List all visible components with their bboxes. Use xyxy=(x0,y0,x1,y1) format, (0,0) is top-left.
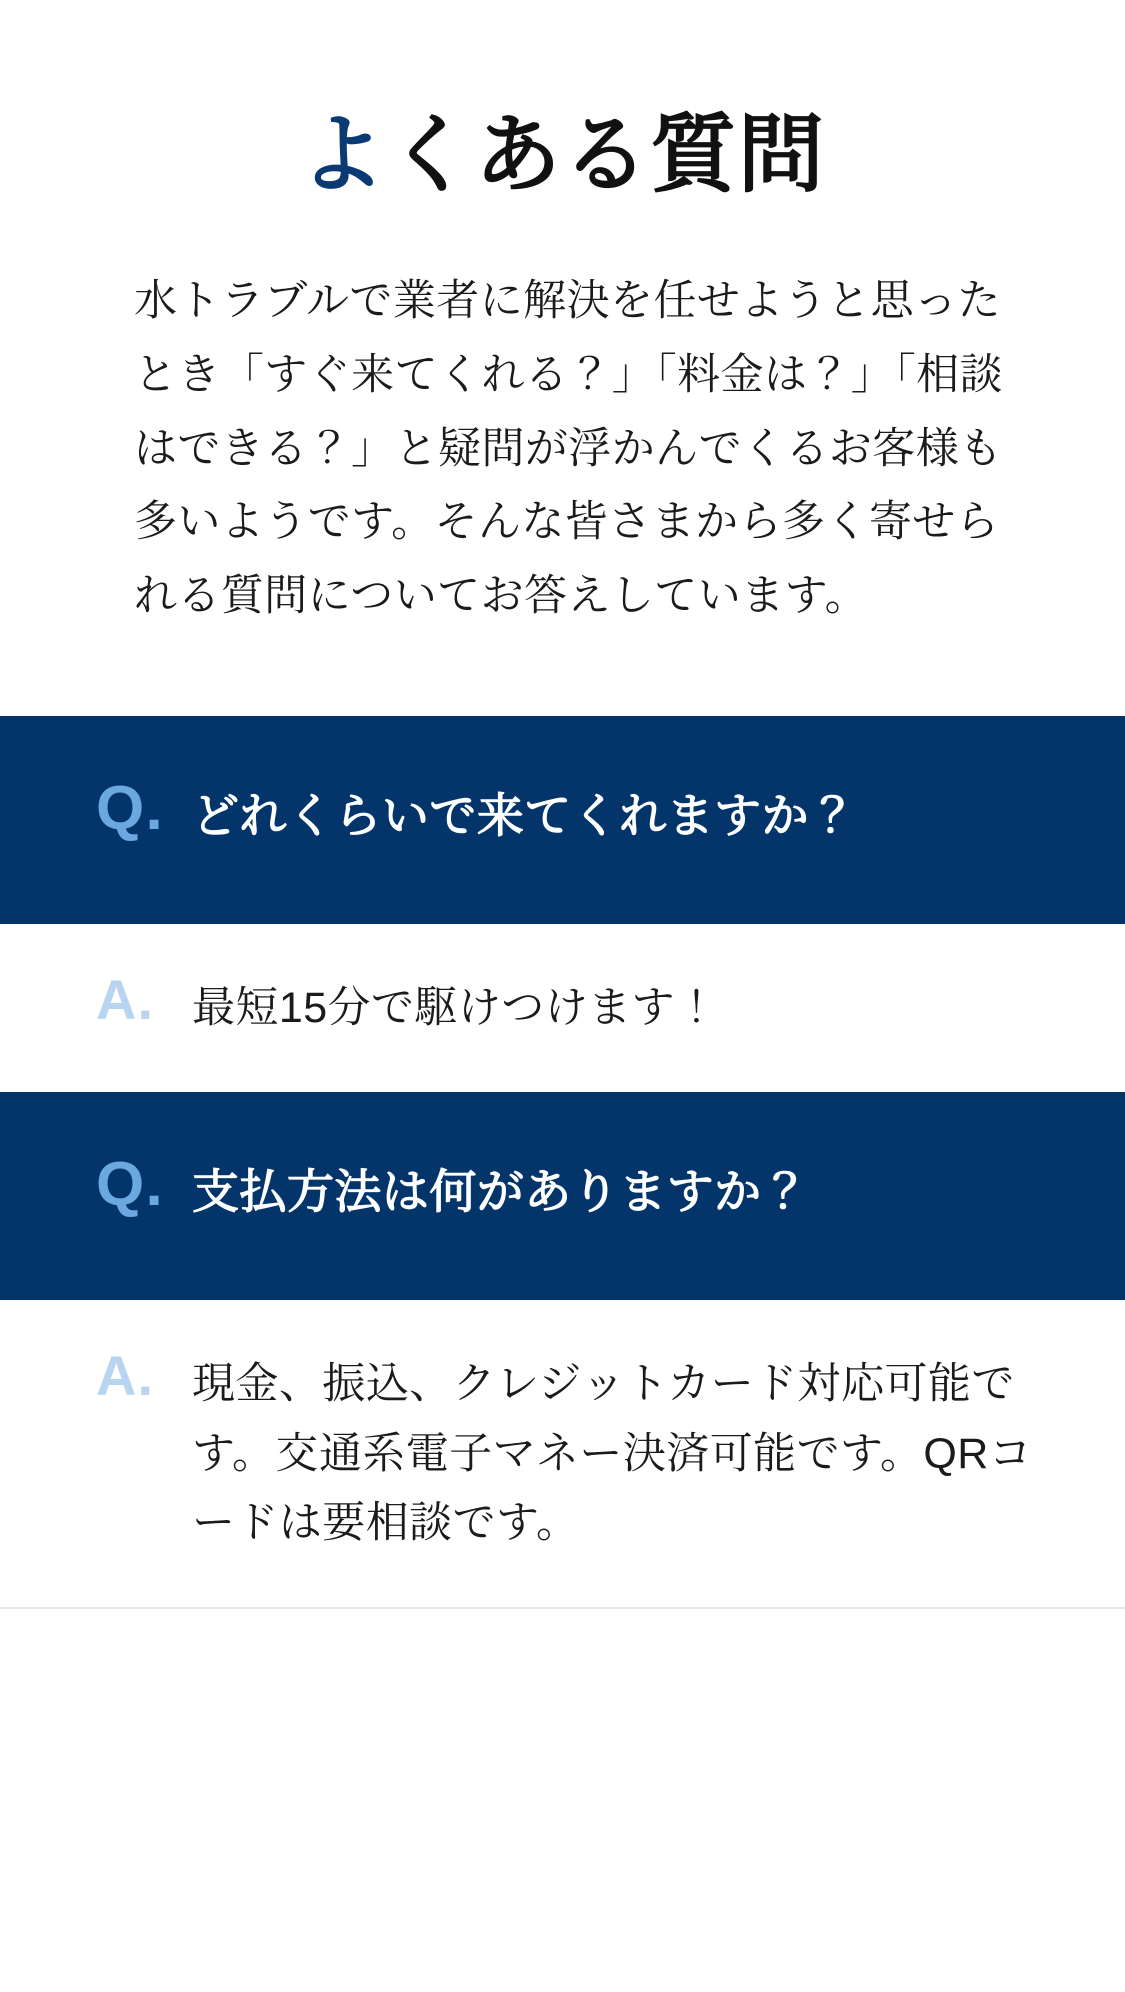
faq-question[interactable] xyxy=(0,1092,1125,1300)
faq-answer xyxy=(0,924,1125,1092)
faq-list xyxy=(0,716,1125,1609)
answer-mark-icon: A. xyxy=(96,968,155,1032)
faq-answer-text: 最短15分で駆けつけます！ xyxy=(192,984,719,1033)
intro-paragraph: 水トラブルで業者に解決を任せようと思ったとき「すぐ来てくれる？」「料金は？」「相談はできる？」と疑問が浮かんでくるお客様も多いようです。そんな皆さまから多く寄せられる質問についてお答えしています。 xyxy=(134,276,1004,621)
page-title-rest: くある質問 xyxy=(387,107,826,203)
faq-item xyxy=(0,716,1125,1092)
faq-question-text: どれくらいで来てくれますか？ xyxy=(192,789,857,843)
page-title-accent: よ xyxy=(299,107,388,203)
faq-answer-text: 現金、振込、クレジットカード対応可能です。交通系電子マネー決済可能です。QRコードは要相談です。 xyxy=(192,1360,1033,1548)
faq-item xyxy=(0,1092,1125,1609)
question-mark-icon: Q. xyxy=(96,1150,164,1220)
page-title xyxy=(0,0,1125,203)
question-mark-icon: Q. xyxy=(96,774,164,844)
faq-answer xyxy=(0,1300,1125,1609)
faq-question-text: 支払方法は何がありますか？ xyxy=(192,1165,810,1219)
answer-mark-icon: A. xyxy=(96,1344,155,1408)
faq-question[interactable] xyxy=(0,716,1125,924)
